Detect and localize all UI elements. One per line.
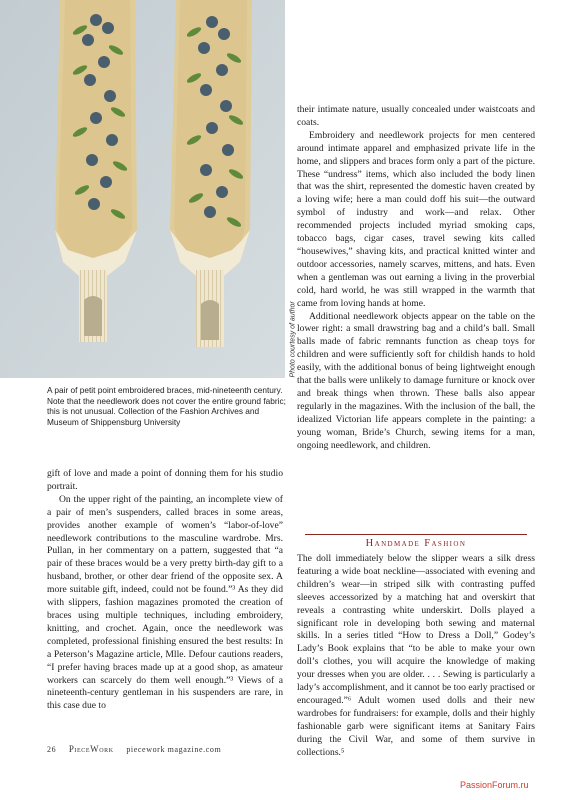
paragraph: The doll immediately below the slipper wears a silk dress featuring a wide boat neckline—associated with evening and children’s wear—in striped silk with contrasting puffed sleeves accessorized by a matching hat and overskirt that reveals a contrasting white underskirt. Dolls played a significant role in developing both sewing and maternal skills. In a series titled “How to Dress a Doll,” Godey’s Lady’s Book explains that “to be able to make your own doll’s clothes, you will acquire the knowledge of making your dresses when you are older. . . . Sewing is particularly a lady’s accomplishment, and it cannot be too early practised or encouraged.”⁶ Adult women used dolls and their new wardrobes for fundraisers: for example, dolls and their highly fashionable garb were significant items at Sanitary Fairs during the Civil War, and some of them survive in collections.⁵ <box>297 553 535 758</box>
paragraph: their intimate nature, usually concealed under waistcoats and coats. <box>297 104 535 128</box>
right-column <box>297 104 535 452</box>
photo-caption: A pair of petit point embroidered braces, mid-nineteenth century. Note that the needlework does not cover the entire ground fabric; this is not unusual. Collection of the Fashion Archives and Museum of Shippensburg University <box>47 385 286 427</box>
section-heading: Handmade Fashion <box>305 534 527 550</box>
page-number: 26 <box>47 745 57 754</box>
photo-credit: Photo courtesy of author <box>289 301 297 378</box>
braces-photo <box>0 0 285 378</box>
magazine-url: piecework magazine.com <box>126 745 222 754</box>
handmade-fashion-section <box>297 534 535 760</box>
page-footer <box>47 744 231 754</box>
left-column <box>47 468 283 713</box>
paragraph: gift of love and made a point of donning them for his studio portrait. <box>47 468 283 492</box>
magazine-name: PieceWork <box>68 744 114 754</box>
braces-illustration <box>0 0 285 378</box>
paragraph: Additional needlework objects appear on the table on the lower right: a small drawstring bag and a child’s ball. Small balls made of fabric remnants function as cheap toys for children and were sufficiently soft for childish hands to hold easily, with the additional bonus of being lightweight enough that the balls were unlikely to damage furniture or knock over and break things when thrown. These balls also appear regularly in the magazines. With the inclusion of the ball, the idealized Victorian life appears complete in the painting: a young woman, Bride’s Church, sewing items for a man, ongoing needlework, and children. <box>297 310 535 451</box>
paragraph: Embroidery and needlework projects for men centered around intimate apparel and emphasized private life in the home, and slippers and braces form only a part of the picture. These “undress” items, which also included the body linen that was the shirt, represented the domestic haven created by a loving wife; here a man could doff his suit—the outward symbol of industry and work—and relax. Other recommended projects included myriad smoking caps, tobacco bags, cigar cases, travel sewing kits called “housewives,” shaving kits, and practical knitted winter and outdoor accessories, namely scarves, mittens, and hats. Even when a gentleman was out earning a living in the proverbial cold, hard world, he was still wrapped in the warmth that came from loving hands at home. <box>297 129 535 309</box>
watermark: PassionForum.ru <box>460 780 529 790</box>
paragraph: On the upper right of the painting, an incomplete view of a pair of men’s suspenders, called braces in some areas, provides another example of women’s “labor-of-love” needlework contributions to the masculine wardrobe. Mrs. Pullan, in her commentary on a pattern, suggested that “a pair of these braces would be a very pretty birth-day gift to a husband, brother, or other dear friend of the opposite sex. A more suitable gift, indeed, could not be found.”³ As they did with slippers, fashion magazines promoted the creation of braces using multiple techniques, including embroidery, knitting, and crochet. Again, once the needlework was completed, professional finishing ensured the best results: In a Peterson’s Magazine article, Mlle. Defour cautions readers, “I prefer having braces made up at a good shop, as amateur workers can scarcely do them well enough.”³ Views of a nineteenth-century gentleman in his suspenders are rare, in this case due to <box>47 493 283 712</box>
